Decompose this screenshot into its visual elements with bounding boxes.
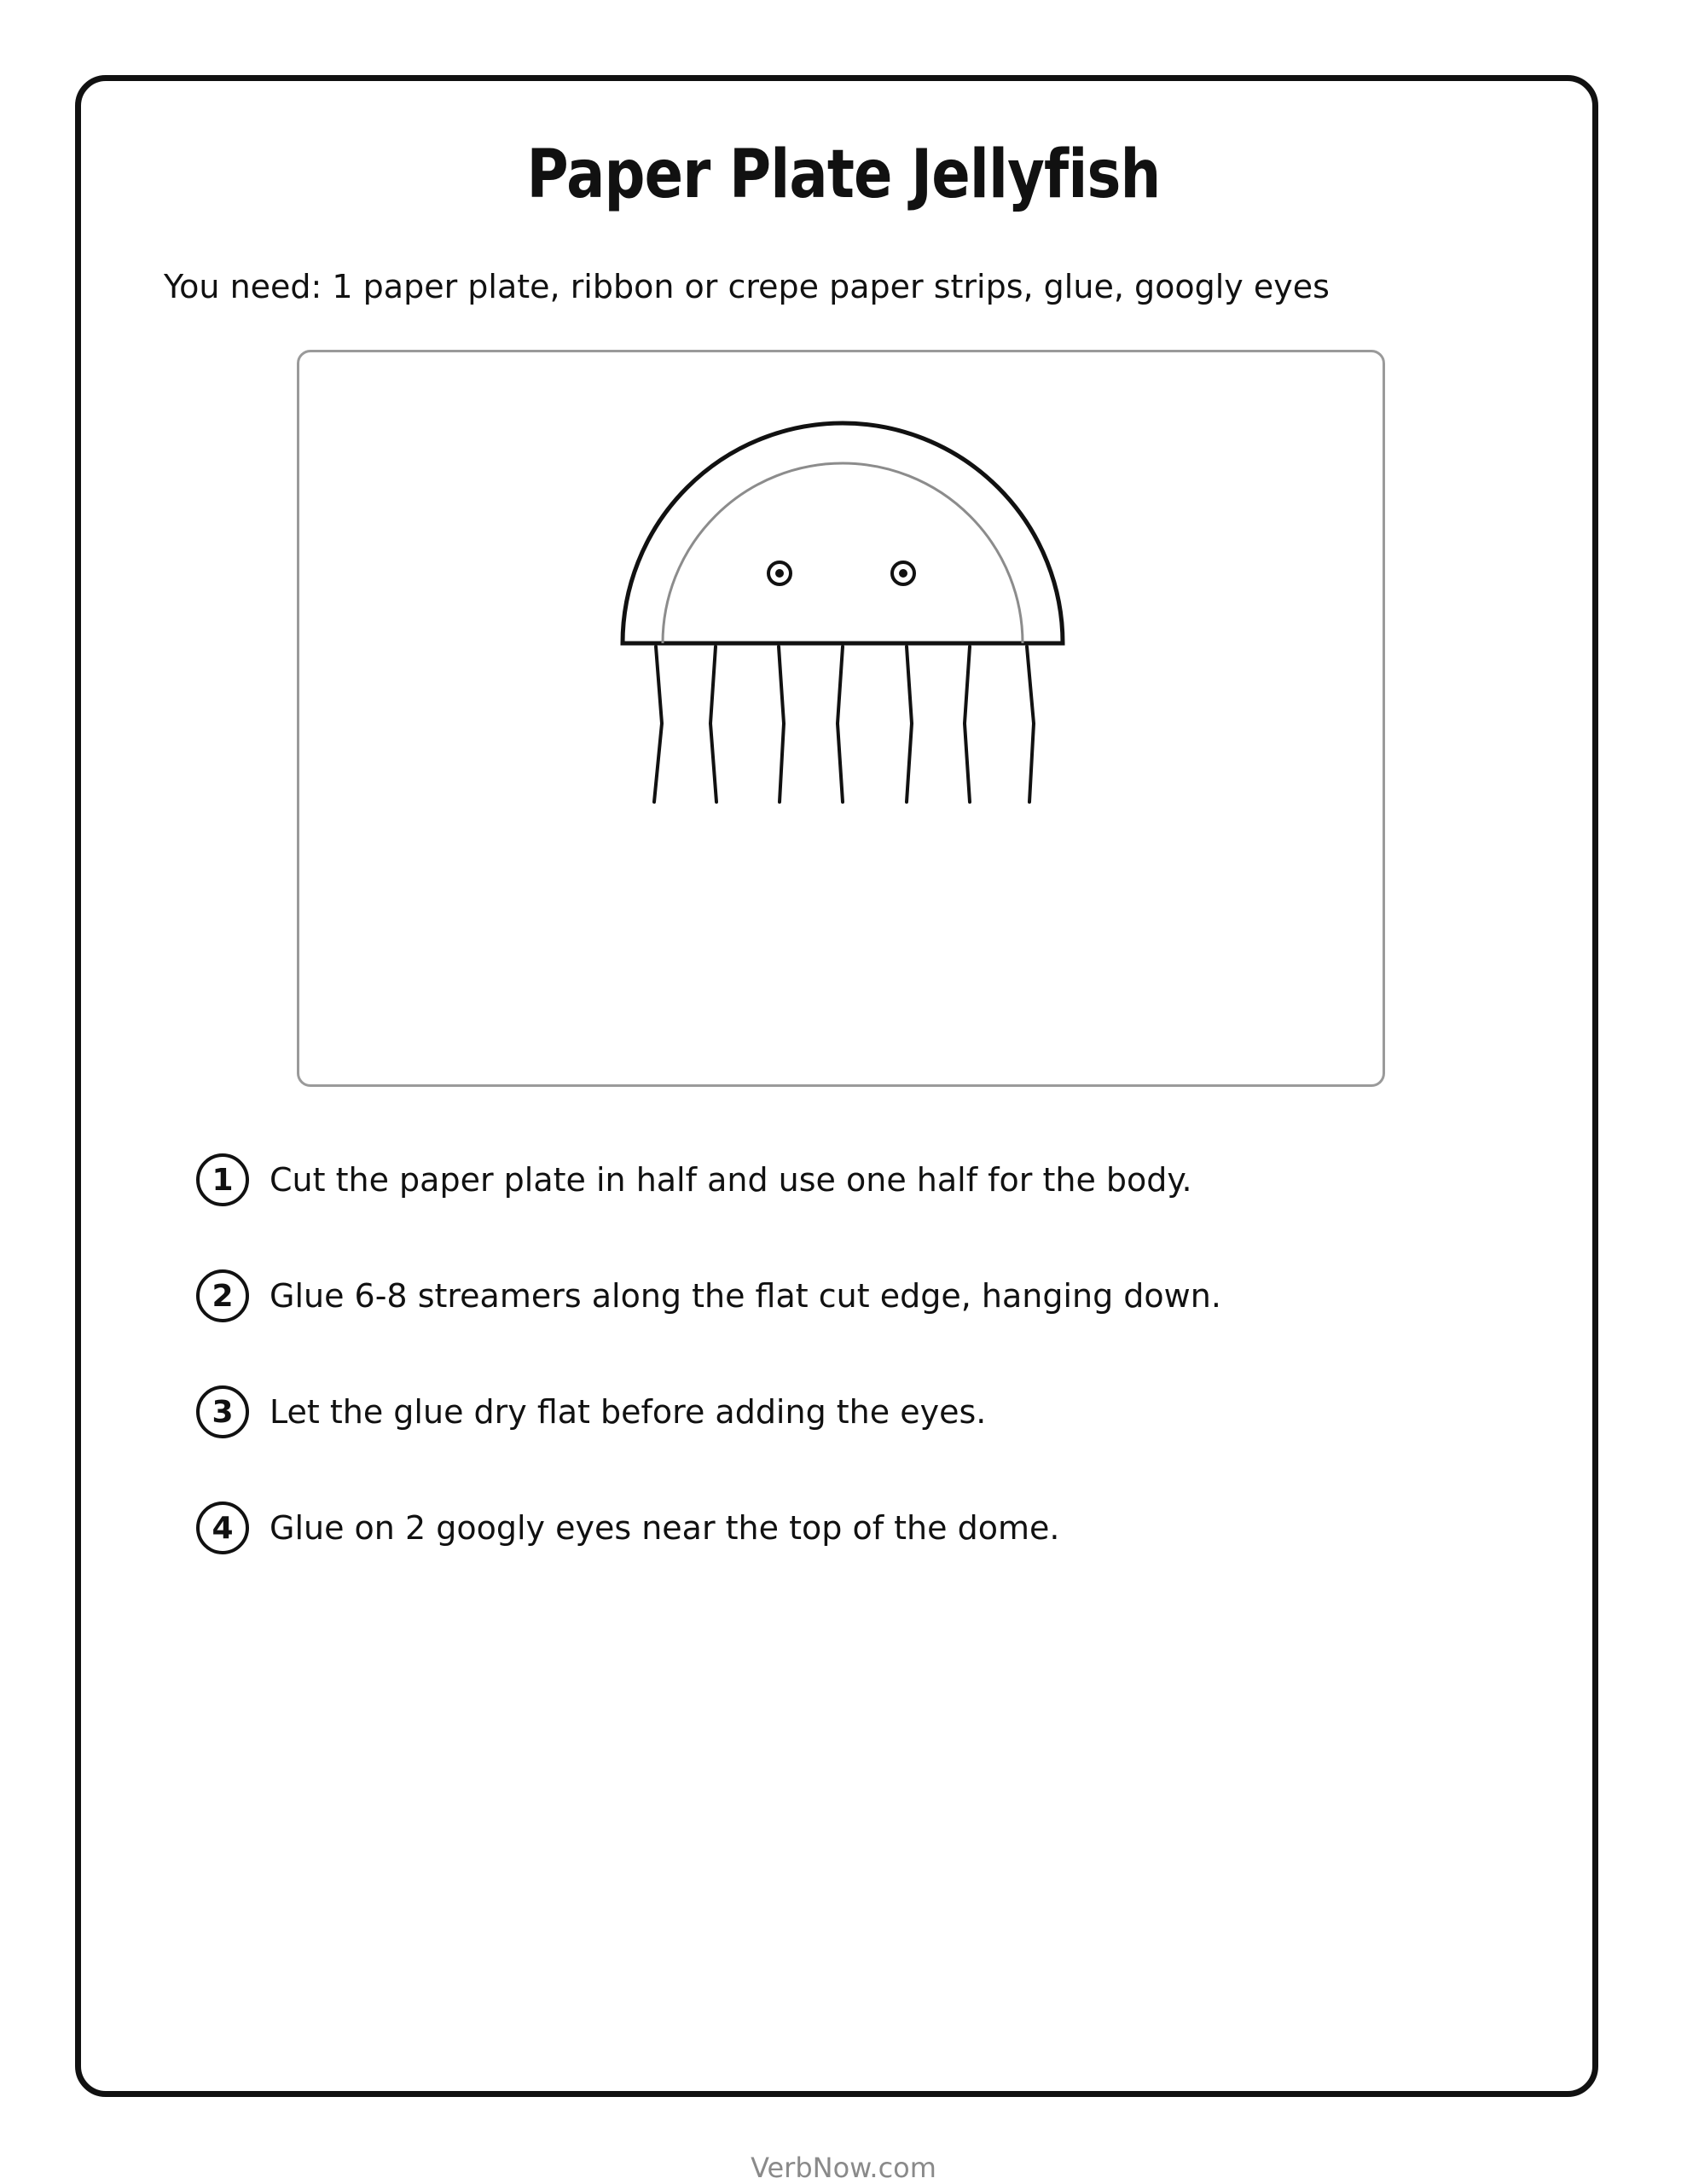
streamer-icon bbox=[838, 647, 843, 802]
page-title: Paper Plate Jellyfish bbox=[526, 136, 1161, 213]
streamer-icon bbox=[965, 647, 970, 802]
step-number-badge: 4 bbox=[196, 1502, 249, 1554]
streamer-icon bbox=[1027, 647, 1034, 802]
googly-eye-icon bbox=[892, 562, 914, 584]
step-text: Cut the paper plate in half and use one half for the body. bbox=[270, 1161, 1192, 1199]
step-number-badge: 1 bbox=[196, 1153, 249, 1206]
streamer-icon bbox=[710, 647, 716, 802]
footer-credit: VerbNow.com bbox=[751, 2152, 936, 2184]
list-item bbox=[196, 1385, 1475, 1502]
materials-list: You need: 1 paper plate, ribbon or crepe paper strips, glue, googly eyes bbox=[164, 268, 1330, 305]
list-item bbox=[196, 1269, 1475, 1385]
steps-list bbox=[196, 1153, 1475, 1618]
streamer-icon bbox=[907, 647, 912, 802]
step-number-badge: 2 bbox=[196, 1269, 249, 1322]
step-number-badge: 3 bbox=[196, 1385, 249, 1438]
streamer-icon bbox=[654, 647, 662, 802]
illustration-frame bbox=[297, 350, 1385, 1087]
googly-eye-icon bbox=[768, 562, 791, 584]
jellyfish-body-icon bbox=[623, 423, 1063, 643]
list-item bbox=[196, 1153, 1475, 1269]
streamer-icon bbox=[779, 647, 784, 802]
list-item bbox=[196, 1502, 1475, 1618]
step-text: Glue on 2 googly eyes near the top of the dome. bbox=[270, 1509, 1060, 1547]
step-text: Let the glue dry flat before adding the eyes. bbox=[270, 1393, 987, 1431]
jellyfish-illustration bbox=[299, 352, 1383, 1084]
step-text: Glue 6-8 streamers along the flat cut edge, hanging down. bbox=[270, 1277, 1221, 1315]
